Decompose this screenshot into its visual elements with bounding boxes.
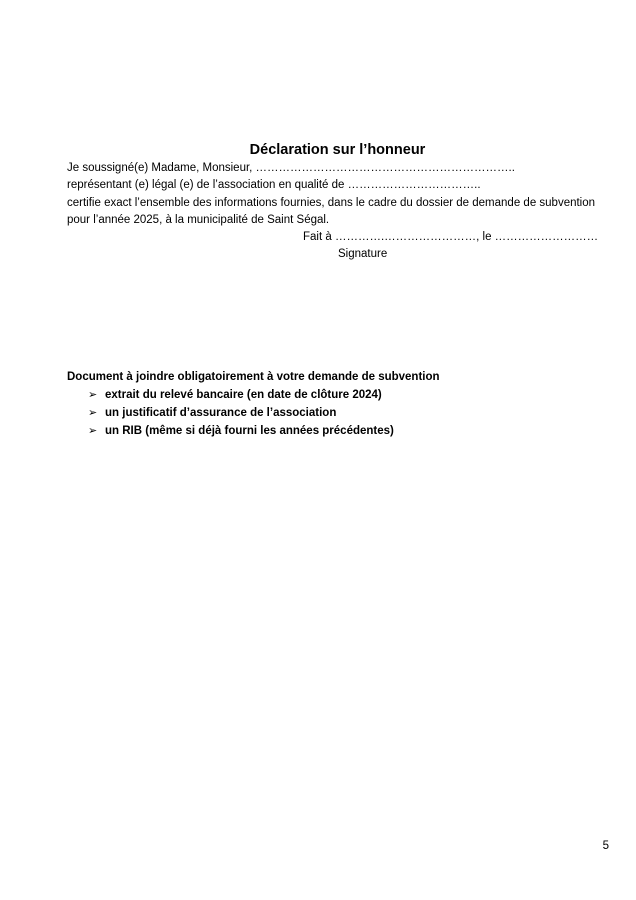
list-item: [67, 422, 608, 440]
declaration-line-4: pour l’année 2025, à la municipalité de Saint Ségal.: [67, 213, 330, 226]
signature-label: Signature: [338, 248, 388, 261]
arrow-bullet-icon: ➢: [88, 389, 98, 401]
declaration-paragraph: [67, 160, 627, 264]
declaration-title: Déclaration sur l’honneur: [249, 142, 426, 158]
list-item: [67, 386, 608, 404]
list-item: [67, 404, 608, 422]
page-number: 5: [602, 840, 609, 852]
declaration-line-3: certifie exact l’ensemble des informations fournies, dans le cadre du dossier de demande de subvention: [67, 196, 596, 209]
attachment-item-label: extrait du relevé bancaire (en date de clôture 2024): [105, 389, 382, 401]
arrow-bullet-icon: ➢: [88, 407, 98, 419]
declaration-line-1: Je soussigné(e) Madame, Monsieur, …………………………………………………………..: [67, 162, 515, 174]
attachments-section: [67, 368, 608, 440]
arrow-bullet-icon: ➢: [88, 425, 98, 437]
declaration-line-2: représentant (e) légal (e) de l’association en qualité de ……………………………..: [67, 179, 481, 192]
attachment-item-label: un justificatif d’assurance de l’association: [105, 407, 337, 419]
attachments-list: [67, 386, 608, 440]
attachments-heading: Document à joindre obligatoirement à votre demande de subvention: [67, 371, 440, 383]
fait-a-date-line: Fait à ………….……………………, le ………………………: [303, 231, 599, 244]
attachment-item-label: un RIB (même si déjà fourni les années précédentes): [105, 425, 394, 437]
